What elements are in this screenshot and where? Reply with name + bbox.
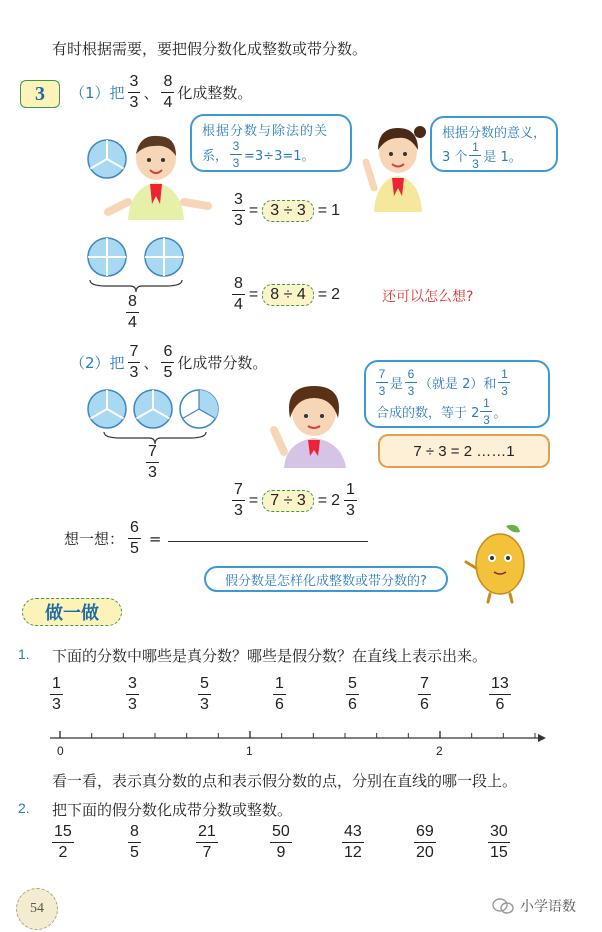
potato-character-illustration bbox=[462, 522, 532, 604]
circles-label-7-3: $\frac{7}{3}$ bbox=[148, 443, 157, 481]
numerator: 30 bbox=[490, 823, 508, 840]
equation-8-4: $\frac{8}{4}$ = 8 ÷ 4 = 2 bbox=[234, 275, 340, 313]
part2-title: （2）把 $\frac{7}{3}$ 、 $\frac{6}{5}$ 化成带分数。 bbox=[70, 343, 268, 381]
fraction bbox=[273, 676, 286, 713]
boy-speech-bubble: 根据分数与除法的关 系， $\frac{3}{3}$ =3÷3=1。 bbox=[190, 114, 352, 172]
fraction bbox=[489, 676, 511, 713]
circles-divided-thirds-three bbox=[86, 388, 222, 430]
numerator: 1 bbox=[52, 675, 61, 692]
numerator: 3 bbox=[128, 675, 137, 692]
denominator: 5 bbox=[130, 844, 139, 861]
intro-text: 有时根据需要，要把假分数化成整数或带分数。 bbox=[52, 40, 368, 58]
potato-speech-bubble: 假分数是怎样化成整数或带分数的? bbox=[204, 566, 448, 592]
division-note: 7 ÷ 3 = 2 ……1 bbox=[378, 434, 550, 468]
exercise-title: 做一做 bbox=[22, 598, 122, 626]
fraction bbox=[342, 824, 364, 861]
denominator: 12 bbox=[344, 844, 362, 861]
question-text: 还可以怎么想? bbox=[382, 289, 474, 305]
q2-text: 把下面的假分数化成带分数或整数。 bbox=[52, 801, 293, 819]
part2-speech-bubble: $\frac{7}{3}$ 是 $\frac{6}{3}$ （就是 2）和 $\frac{1}{3}$ 合成的数，等于 2 $\frac{1}{3}$ 。 bbox=[364, 360, 550, 428]
numerator: 8 bbox=[130, 823, 139, 840]
denominator: 3 bbox=[200, 696, 209, 713]
number-line bbox=[40, 728, 550, 762]
denominator: 6 bbox=[420, 696, 429, 713]
q1-follow-text: 看一看，表示真分数的点和表示假分数的点，分别在直线的哪一段上。 bbox=[52, 772, 518, 790]
denominator: 15 bbox=[490, 844, 508, 861]
q2-number: 2. bbox=[18, 800, 30, 816]
fraction bbox=[270, 824, 292, 861]
page-number-badge: 54 bbox=[16, 888, 58, 930]
numerator: 7 bbox=[420, 675, 429, 692]
numerator: 1 bbox=[275, 675, 284, 692]
denominator: 6 bbox=[348, 696, 357, 713]
fraction bbox=[346, 676, 359, 713]
numerator: 50 bbox=[272, 823, 290, 840]
numerator: 15 bbox=[54, 823, 72, 840]
example-number-badge: 3 bbox=[20, 80, 60, 108]
numerator: 13 bbox=[491, 675, 509, 692]
equation-7-3: $\frac{7}{3}$ = 7 ÷ 3 = 2 $\frac{1}{3}$ bbox=[234, 481, 355, 519]
numerator: 69 bbox=[416, 823, 434, 840]
q1-number: 1. bbox=[18, 646, 30, 662]
think-line: 想一想： $\frac{6}{5}$ = bbox=[64, 519, 162, 557]
part1-title: （1）把 $\frac{3}{3}$ 、 $\frac{8}{4}$ 化成整数。 bbox=[70, 73, 253, 111]
denominator: 20 bbox=[416, 844, 434, 861]
denominator: 3 bbox=[128, 696, 137, 713]
circles-label-8-4: $\frac{8}{4}$ bbox=[128, 293, 137, 331]
fraction bbox=[414, 824, 436, 861]
numerator: 5 bbox=[348, 675, 357, 692]
numerator: 5 bbox=[200, 675, 209, 692]
wechat-icon bbox=[492, 897, 514, 915]
girl-illustration bbox=[360, 122, 430, 214]
fraction: $\frac{3}{3}$ bbox=[129, 73, 139, 111]
fraction: $\frac{8}{4}$ bbox=[163, 73, 173, 111]
equation-3-3: $\frac{3}{3}$ = 3 ÷ 3 = 1 bbox=[234, 191, 340, 229]
fraction bbox=[196, 824, 218, 861]
fraction bbox=[126, 676, 139, 713]
denominator: 9 bbox=[276, 844, 286, 861]
brace-icon bbox=[86, 278, 186, 294]
denominator: 2 bbox=[58, 844, 68, 861]
numerator: 43 bbox=[344, 823, 362, 840]
denominator: 6 bbox=[495, 696, 505, 713]
numerator: 21 bbox=[198, 823, 216, 840]
watermark: 小学语数 bbox=[492, 896, 576, 916]
fraction bbox=[418, 676, 431, 713]
axis-label-0: 0 bbox=[57, 744, 64, 758]
fraction bbox=[488, 824, 510, 861]
axis-label-2: 2 bbox=[436, 744, 443, 758]
girl2-illustration bbox=[266, 380, 356, 468]
denominator: 6 bbox=[275, 696, 284, 713]
circles-divided-quarters bbox=[86, 236, 186, 278]
girl-speech-bubble: 根据分数的意义， 3 个 $\frac{1}{3}$ 是 1。 bbox=[430, 116, 558, 172]
answer-blank[interactable] bbox=[168, 541, 368, 542]
fraction bbox=[198, 676, 211, 713]
denominator: 7 bbox=[202, 844, 212, 861]
axis-label-1: 1 bbox=[246, 744, 253, 758]
fraction bbox=[128, 824, 141, 861]
denominator: 3 bbox=[52, 696, 61, 713]
fraction bbox=[50, 676, 63, 713]
fraction bbox=[52, 824, 74, 861]
q1-text: 下面的分数中哪些是真分数？哪些是假分数？在直线上表示出来。 bbox=[52, 647, 488, 665]
